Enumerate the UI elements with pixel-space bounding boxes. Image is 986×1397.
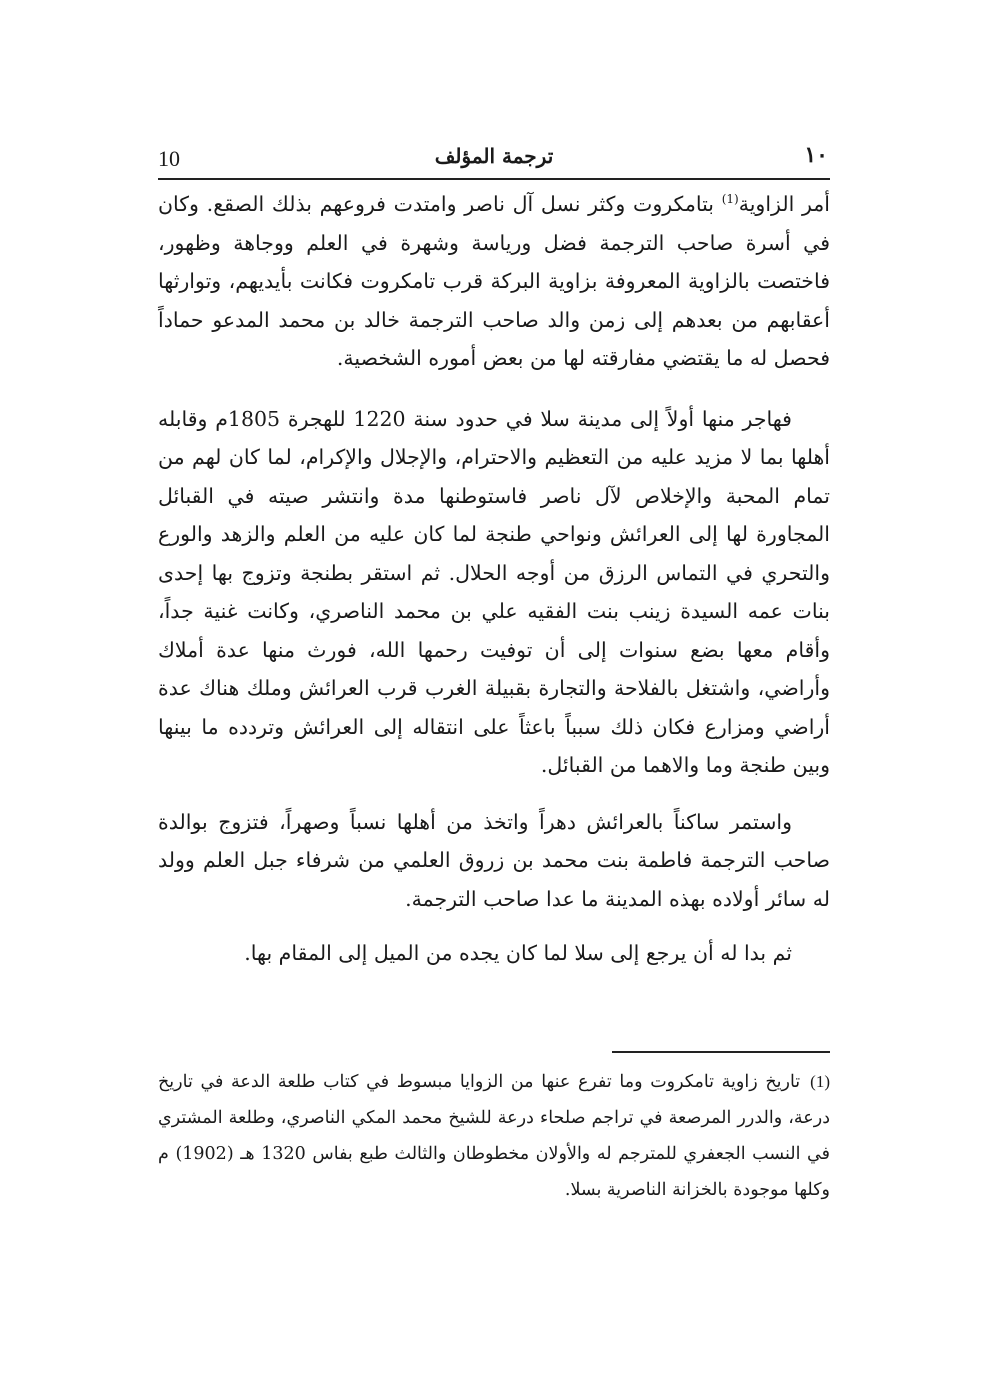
footnote-separator: [612, 1051, 830, 1053]
footnote: [158, 1064, 830, 1208]
main-text: [158, 185, 830, 973]
page-header: [158, 138, 830, 180]
paragraph-3: واستمر ساكناً بالعرائش دهراً واتخذ من أهلها نسباً وصهراً، فتزوج بوالدة صاحب الترجمة فاطمة بنت محمد بن زروق العلمي من شرفاء جبل العلم وولد له سائر أولاده بهذه المدينة ما عدا صاحب الترجمة.: [158, 809, 830, 911]
paragraph-1-start: أمر الزاوية: [738, 192, 830, 216]
running-title: ترجمة المؤلف: [434, 144, 554, 168]
footnote-reference: (1): [721, 192, 739, 207]
page-number-arabic: ١٠: [804, 142, 828, 168]
paragraph-2: فهاجر منها أولاً إلى مدينة سلا في حدود سنة 1220 للهجرة 1805م وقابله أهلها بما لا مزيد عليه من التعظيم والاحترام، والإجلال والإكرام، لما كان لهم من تمام المحبة والإخلاص لآل ناصر فاستوطنها مدة وانتشر صيته في القبائل المجاورة لها إلى العرائش ونواحي طنجة لما كان عليه من العلم والزهد والورع والتحري في التماس الرزق من أوجه الحلال. ثم استقر بطنجة وتزوج بها إحدى بنات عمه السيدة زينب بنت الفقيه علي بن محمد الناصري، وكانت غنية جداً، وأقام معها بضع سنوات إلى أن توفيت رحمها الله، فورث منها عدة أملاك وأراضي، واشتغل بالفلاحة والتجارة بقبيلة الغرب قرب العرائش وملك هناك عدة أراضي ومزارع فكان ذلك سبباً باعثاً على انتقاله إلى العرائش وتردده ما بينها وبين طنجة وما والاهما من القبائل.: [158, 406, 830, 777]
footnote-number: (1): [810, 1072, 830, 1091]
paragraph-1-rest: بتامكروت وكثر نسل آل ناصر وامتدت فروعهم بذلك الصقع. وكان في أسرة صاحب الترجمة فضل ورياسة وشهرة في العلم ووجاهة وظهور، فاختصت بالزاوية المعروفة بزاوية البركة قرب تامكروت فكانت بأيديهم، وتوارثها أعقابهم من بعدهم إلى زمن والد صاحب الترجمة خالد بن محمد المدعو حماداً فحصل له ما يقتضي مفارقته لها من بعض أموره الشخصية.: [158, 192, 830, 370]
footnote-text: تاريخ زاوية تامكروت وما تفرع عنها من الزوايا مبسوط في كتاب طلعة الدعة في تاريخ درعة، والدرر المرصعة في تراجم صلحاء درعة للشيخ محمد المكي الناصري، وطلعة المشتري في النسب الجعفري للمترجم له والأولان مخطوطان والثالث طبع بفاس 1320 هـ (1902) م وكلها موجودة بالخزانة الناصرية بسلا.: [158, 1072, 830, 1200]
paragraph-1: [158, 185, 830, 378]
paragraph-4: ثم بدا له أن يرجع إلى سلا لما كان يجده من الميل إلى المقام بها.: [244, 941, 792, 965]
page-number-latin: 10: [158, 146, 180, 171]
